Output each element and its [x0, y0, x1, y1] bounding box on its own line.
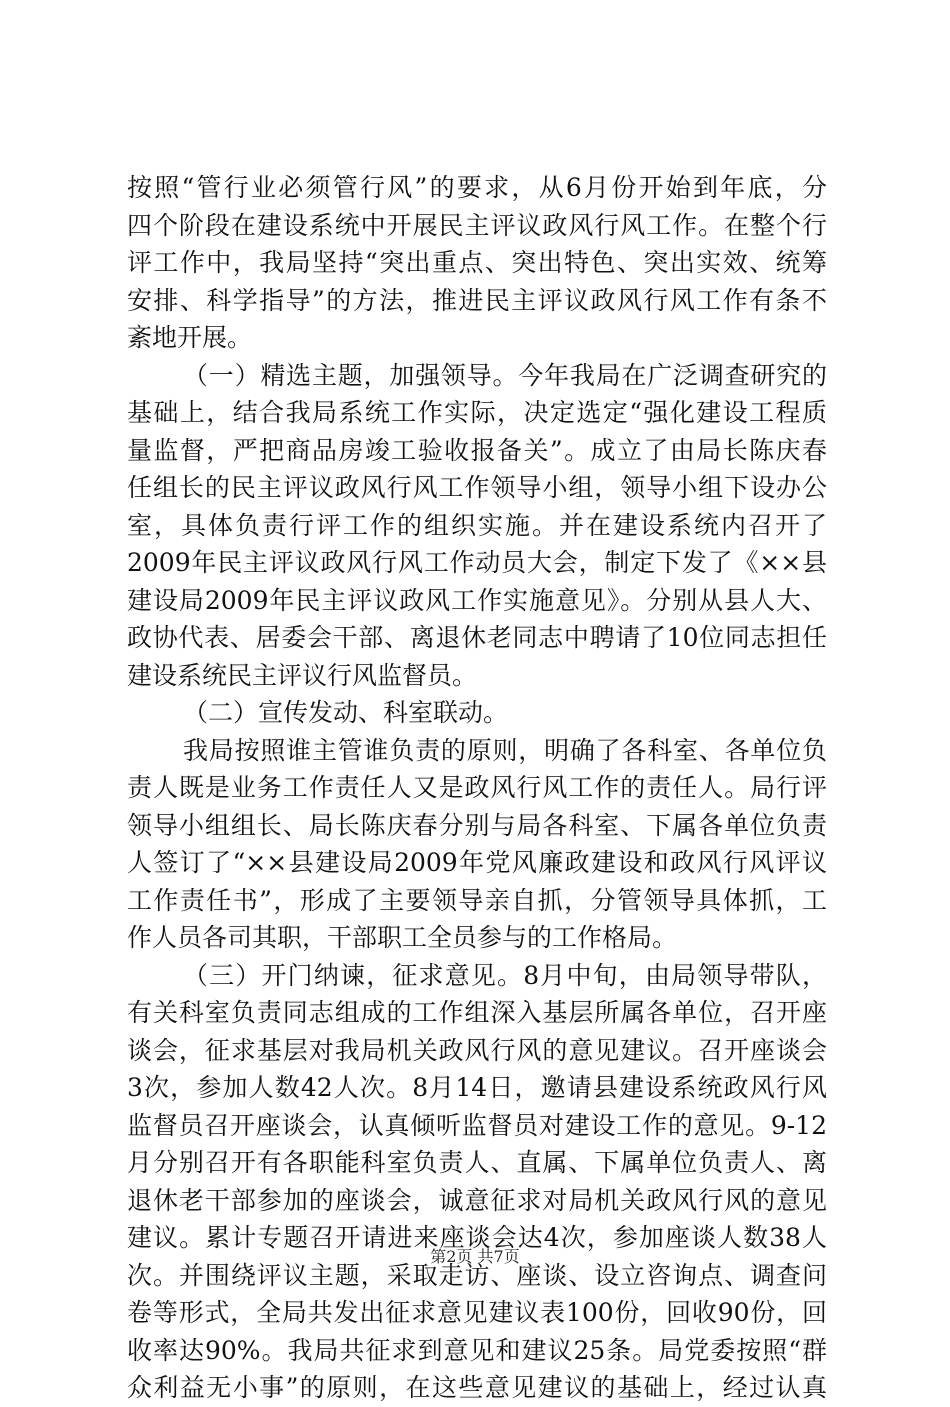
text-line: 月分别召开有各职能科室负责人、直属、下属单位负责人、离 — [127, 1148, 827, 1177]
page-footer: 第2页 共7页 — [430, 1247, 520, 1266]
text-line: 建设系统民主评议行风监督员。 — [127, 660, 478, 690]
document-body — [127, 169, 827, 1407]
text-line: 建设局2009年民主评议政风工作实施意见》。分别从县人大、 — [127, 585, 827, 615]
text-line: 退休老干部参加的座谈会，诚意征求对局机关政风行风的意见 — [127, 1185, 827, 1215]
text-line: 监督员召开座谈会，认真倾听监督员对建设工作的意见。9-12 — [127, 1110, 827, 1140]
text-line: 量监督，严把商品房竣工验收报备关”。成立了由局长陈庆春 — [127, 435, 827, 465]
text-line: （三）开门纳谏，征求意见。8月中旬，由局领导带队， — [183, 960, 827, 990]
text-line: 评工作中，我局坚持“突出重点、突出特色、突出实效、统筹 — [127, 248, 827, 277]
text-line: 3次，参加人数42人次。8月14日，邀请县建设系统政风行风 — [127, 1073, 827, 1102]
text-line: 谈会，征求基层对我局机关政风行风的意见建议。召开座谈会 — [127, 1035, 827, 1065]
text-line: 安排、科学指导”的方法，推进民主评议政风行风工作有条不 — [127, 285, 827, 315]
text-line: 室，具体负责行评工作的组织实施。并在建设系统内召开了 — [127, 510, 827, 540]
text-line: 四个阶段在建设系统中开展民主评议政风行风工作。在整个行 — [127, 210, 827, 240]
text-line: 卷等形式，全局共发出征求意见建议表100份，回收90份，回 — [127, 1298, 827, 1327]
text-line: 紊地开展。 — [127, 323, 253, 352]
text-line: 我局按照谁主管谁负责的原则，明确了各科室、各单位负 — [183, 735, 827, 765]
text-line: 众利益无小事”的原则，在这些意见建议的基础上，经过认真 — [127, 1373, 827, 1402]
text-line: 有关科室负责同志组成的工作组深入基层所属各单位，召开座 — [127, 998, 827, 1027]
text-line: 次。并围绕评议主题，采取走访、座谈、设立咨询点、调查问 — [127, 1260, 827, 1290]
text-line: 任组长的民主评议政风行风工作领导小组，领导小组下设办公 — [127, 473, 827, 502]
text-line: 建议。累计专题召开请进来座谈会达4次，参加座谈人数38人 — [127, 1223, 827, 1252]
text-line: 政协代表、居委会干部、离退休老同志中聘请了10位同志担任 — [127, 623, 827, 652]
text-line: 收率达90%。我局共征求到意见和建议25条。局党委按照“群 — [127, 1335, 827, 1365]
text-line: 基础上，结合我局系统工作实际，决定选定“强化建设工程质 — [127, 398, 827, 427]
text-line: （二）宣传发动、科室联动。 — [183, 698, 509, 727]
text-line: 工作责任书”，形成了主要领导亲自抓，分管领导具体抓，工 — [127, 885, 827, 915]
text-line: 领导小组组长、局长陈庆春分别与局各科室、下属各单位负责 — [127, 810, 827, 840]
text-line: 责人既是业务工作责任人又是政风行风工作的责任人。局行评 — [127, 773, 827, 802]
text-line: （一）精选主题，加强领导。今年我局在广泛调查研究的 — [183, 360, 827, 390]
text-line: 2009年民主评议政风行风工作动员大会，制定下发了《××县 — [127, 548, 827, 577]
text-line: 按照“管行业必须管行风”的要求，从6月份开始到年底，分 — [127, 173, 827, 202]
text-line: 人签订了“××县建设局2009年党风廉政建设和政风行风评议 — [127, 848, 827, 877]
text-line: 作人员各司其职，干部职工全员参与的工作格局。 — [127, 923, 678, 952]
